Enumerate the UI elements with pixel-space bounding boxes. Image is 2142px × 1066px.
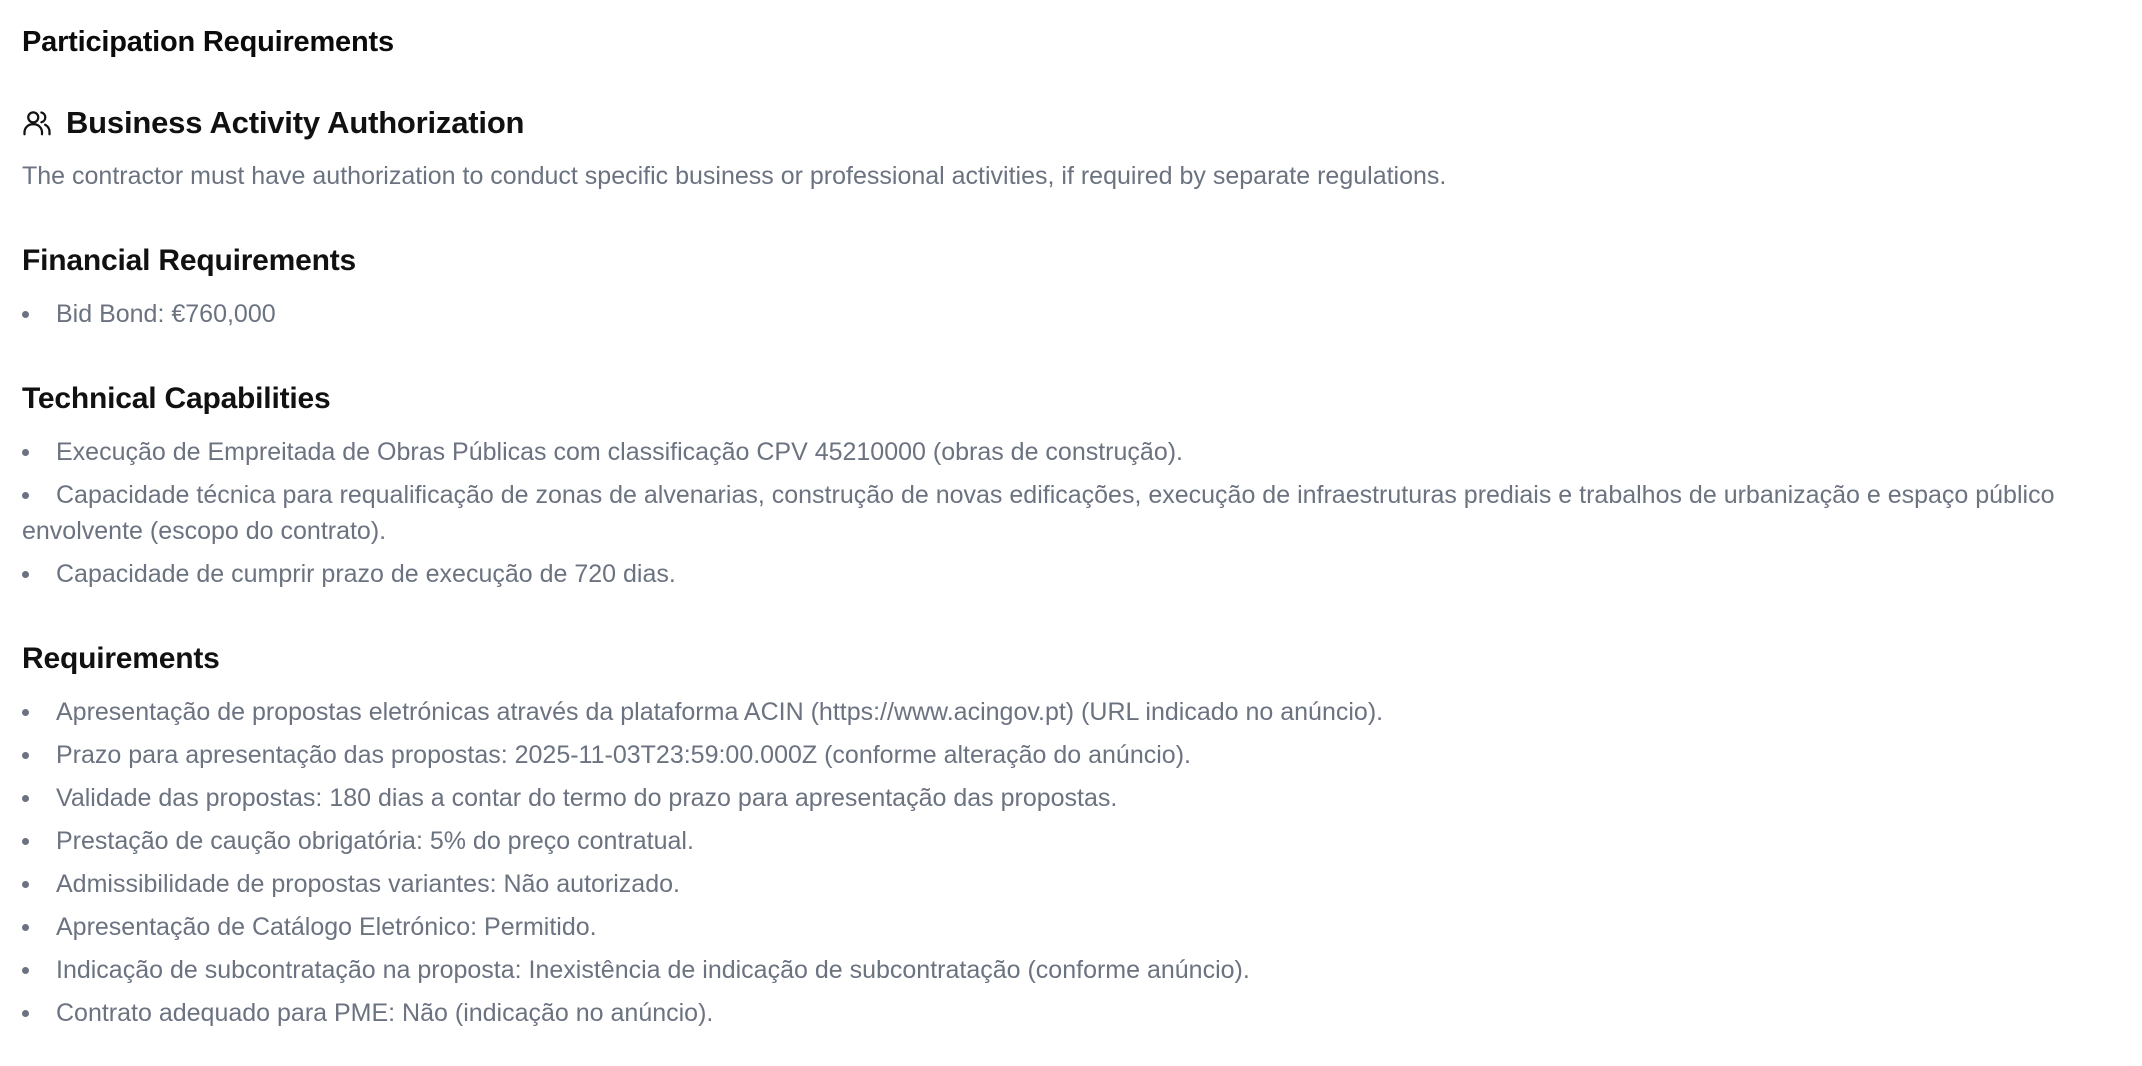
technical-capabilities-heading: Technical Capabilities [22,382,331,415]
requirements-list [22,694,2120,1031]
list-item: Validade das propostas: 180 dias a contar do termo do prazo para apresentação das propostas. [22,780,2120,816]
business-activity-description: The contractor must have authorization to conduct specific business or professional activities, if required by separate regulations. [22,162,1447,190]
requirements-heading: Requirements [22,642,220,675]
financial-requirements-list [22,296,2120,332]
list-item: Capacidade técnica para requalificação de zonas de alvenarias, construção de novas edificações, execução de infraestruturas prediais e trabalhos de urbanização e espaço público envolvente (escopo do contrato). [22,477,2120,549]
list-item: Execução de Empreitada de Obras Públicas com classificação CPV 45210000 (obras de construção). [22,434,2120,470]
business-activity-heading: Business Activity Authorization [66,105,525,140]
business-activity-header [22,102,2120,144]
technical-capabilities-list [22,434,2120,592]
financial-requirements-section [22,240,2120,332]
list-item: Contrato adequado para PME: Não (indicação no anúncio). [22,995,2120,1031]
list-item: Apresentação de propostas eletrónicas através da plataforma ACIN (https://www.acingov.pt) (URL indicado no anúncio). [22,694,2120,730]
page-title: Participation Requirements [22,26,394,58]
requirements-section [22,638,2120,1031]
business-activity-section [22,102,2120,194]
list-item: Indicação de subcontratação na proposta: Inexistência de indicação de subcontratação (conforme anúncio). [22,952,2120,988]
list-item: Apresentação de Catálogo Eletrónico: Permitido. [22,909,2120,945]
users-icon [22,108,52,138]
list-item: Capacidade de cumprir prazo de execução de 720 dias. [22,556,2120,592]
technical-capabilities-section [22,378,2120,592]
list-item: Prestação de caução obrigatória: 5% do preço contratual. [22,823,2120,859]
list-item: Prazo para apresentação das propostas: 2025-11-03T23:59:00.000Z (conforme alteração do anúncio). [22,737,2120,773]
list-item: Admissibilidade de propostas variantes: Não autorizado. [22,866,2120,902]
financial-requirements-heading: Financial Requirements [22,244,357,277]
list-item: Bid Bond: €760,000 [22,296,2120,332]
